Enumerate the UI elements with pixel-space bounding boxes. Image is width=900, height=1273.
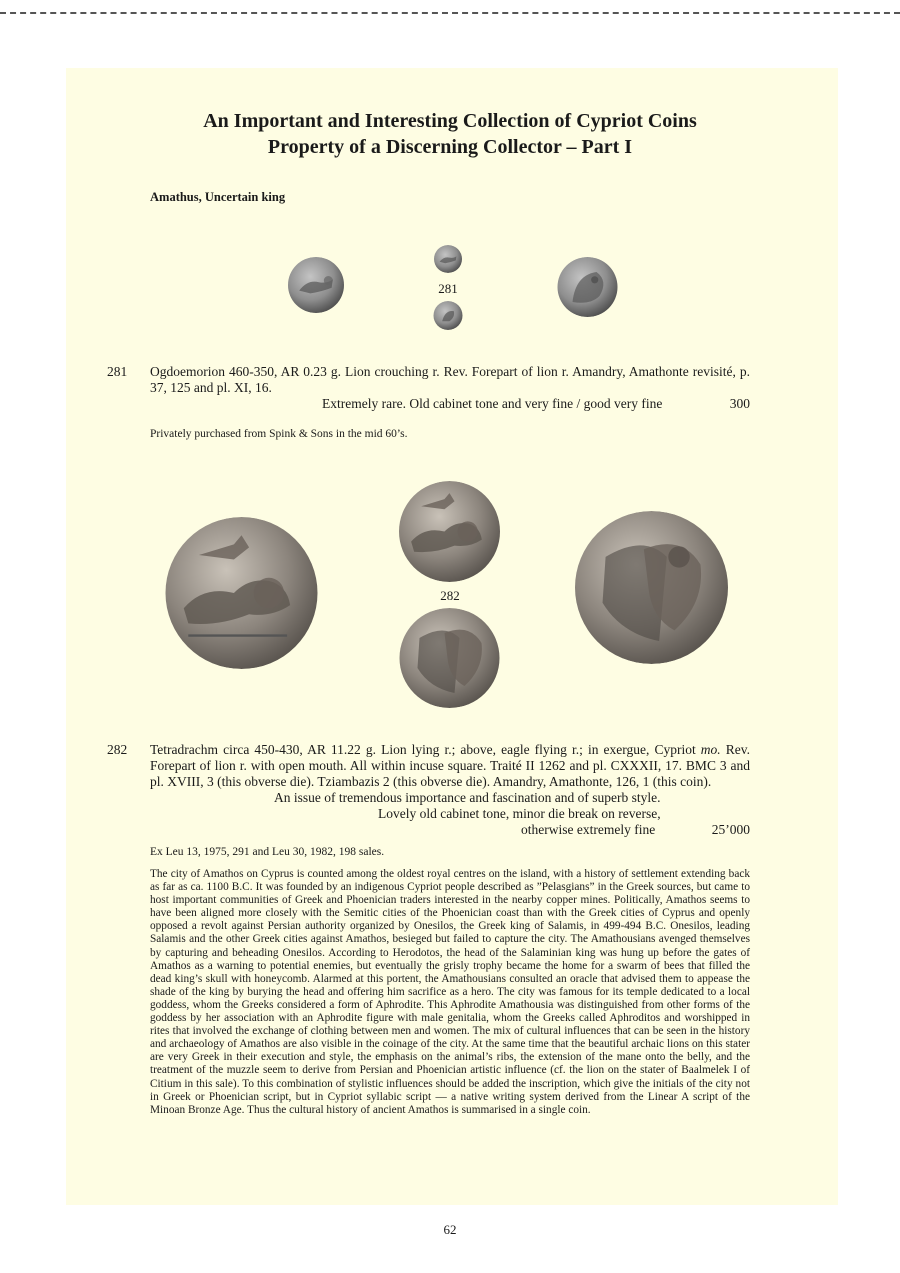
- lot-condition-282-line2: Lovely old cabinet tone, minor die break on reverse,: [378, 806, 661, 821]
- coin-281-reverse-enlarged: [557, 257, 618, 317]
- image-label-282: 282: [440, 588, 460, 603]
- image-label-281: 281: [438, 281, 458, 296]
- coin-281-reverse-actual: [433, 301, 463, 330]
- coin-281-obverse-enlarged: [286, 257, 346, 313]
- lot-condition-282-line3: otherwise extremely fine: [521, 822, 656, 837]
- coin-282-obverse-actual: [398, 481, 501, 582]
- lot-description-282-italic: mo.: [700, 742, 721, 757]
- page-number: 62: [443, 1222, 457, 1237]
- page-top-dashed-border: [0, 12, 900, 14]
- historical-essay: The city of Amathos on Cyprus is counted among the oldest royal centres on the island, with a history of settlement extending back as far as ca. 1100 B.C. It was founded by an indigenous Cypriot people described as ”Pelasgians” in the Greek sources, but came to host important communities of Greek and Phoenician traders interested in the nearby copper mines. Politically, Amathos seems to have been aligned more closely with the Semitic cities of the Phoenician coast than with the Greek cities of Cyprus and openly opposed a revolt against Persian authority organized by Onesilos, the Greek king of Salamis, in 499-494 B.C. Onesilos, leading Salamis and the other Greek cities against Amathos, besieged but failed to capture the city. The Amathousians avenged themselves by capturing and beheading Onesilos. According to Herodotos, the head of the Salaminian king was hung up before the gates of Amathos as a warning to potential enemies, but eventually the grisly trophy became the home for a swarm of bees that filled the dead king’s skull with honeycomb. Alarmed at this portent, the Amathousians consulted an oracle that advised them to appease the shade of the king by burying the head and offering him sacrifice as a hero. The city was famous for its temple dedicated to a local goddess, whom the Greeks considered a form of Aphrodite. This Aphrodite Amathousia was distinguished from other forms of the goddess by her association with an Aphrodite figure with male genitalia, whom the Greeks called Aphroditos and worshipped in rites that involved the exchange of clothing between men and women. The mix of cultural influences that can be seen in the history and archaeology of Amathos are also visible in the coinage of the city. At the same time that the beautiful archaic lions on this stater are very Greek in their execution and style, the emphasis on the animal’s ribs, the extension of the mane onto the belly, and the treatment of the muzzle seem to derive from Persian and Phoenician artistic influence (cf. the lion on the stater of Baalmelek I of Citium in this sale). To this combination of stylistic influences should be added the inscription, which give the initials of the city not in Greek or Phoenician script, but in Cypriot syllabic script — a native writing system derived from the Linear A script of the Minoan Bronze Age. Thus the cultural history of ancient Amathos is summarised in a single coin.: [150, 868, 750, 1116]
- coin-282-reverse-enlarged: [573, 511, 730, 664]
- lot-provenance-281: Privately purchased from Spink & Sons in the mid 60’s.: [150, 428, 408, 440]
- lot-description-282-part1: Tetradrachm circa 450-430, AR 11.22 g. Lion lying r.; above, eagle flying r.; in exergue, Cypriot: [150, 742, 701, 757]
- lot-estimate-281: 300: [729, 396, 750, 411]
- page-title-line-2: Property of a Discerning Collector – Part I: [267, 136, 633, 158]
- lot-description-281: Ogdoemorion 460-350, AR 0.23 g. Lion crouching r. Rev. Forepart of lion r. Amandry, Amathonte revisité, p. 37, 125 and pl. XI, 16.: [150, 364, 750, 395]
- lot-estimate-282: 25’000: [711, 822, 750, 837]
- lot-number-281: 281: [107, 364, 128, 379]
- lot-description-282-part2: Rev. Forepart of lion r. with open mouth. All within incuse square. Traité II 1262 and pl. CXXXII, 17. BMC 3 and pl. XVIII, 3 (this obverse die). Tziambazis 2 (this obverse die). Amandry, Amathonte, 126, 1 (this coin).: [150, 742, 750, 789]
- section-heading: Amathus, Uncertain king: [150, 190, 286, 204]
- coin-282-reverse-actual: [398, 608, 501, 708]
- lot-provenance-282: Ex Leu 13, 1975, 291 and Leu 30, 1982, 198 sales.: [150, 846, 385, 858]
- coin-282-obverse-enlarged: [163, 517, 320, 669]
- page-title-line-1: An Important and Interesting Collection of Cypriot Coins: [203, 110, 697, 132]
- lot-description-282: [150, 742, 750, 790]
- lot-number-282: 282: [107, 742, 128, 757]
- coin-281-obverse-actual: [433, 245, 463, 273]
- lot-condition-281: Extremely rare. Old cabinet tone and very fine / good very fine: [322, 396, 663, 411]
- lot-condition-282-line1: An issue of tremendous importance and fascination and of superb style.: [274, 790, 661, 805]
